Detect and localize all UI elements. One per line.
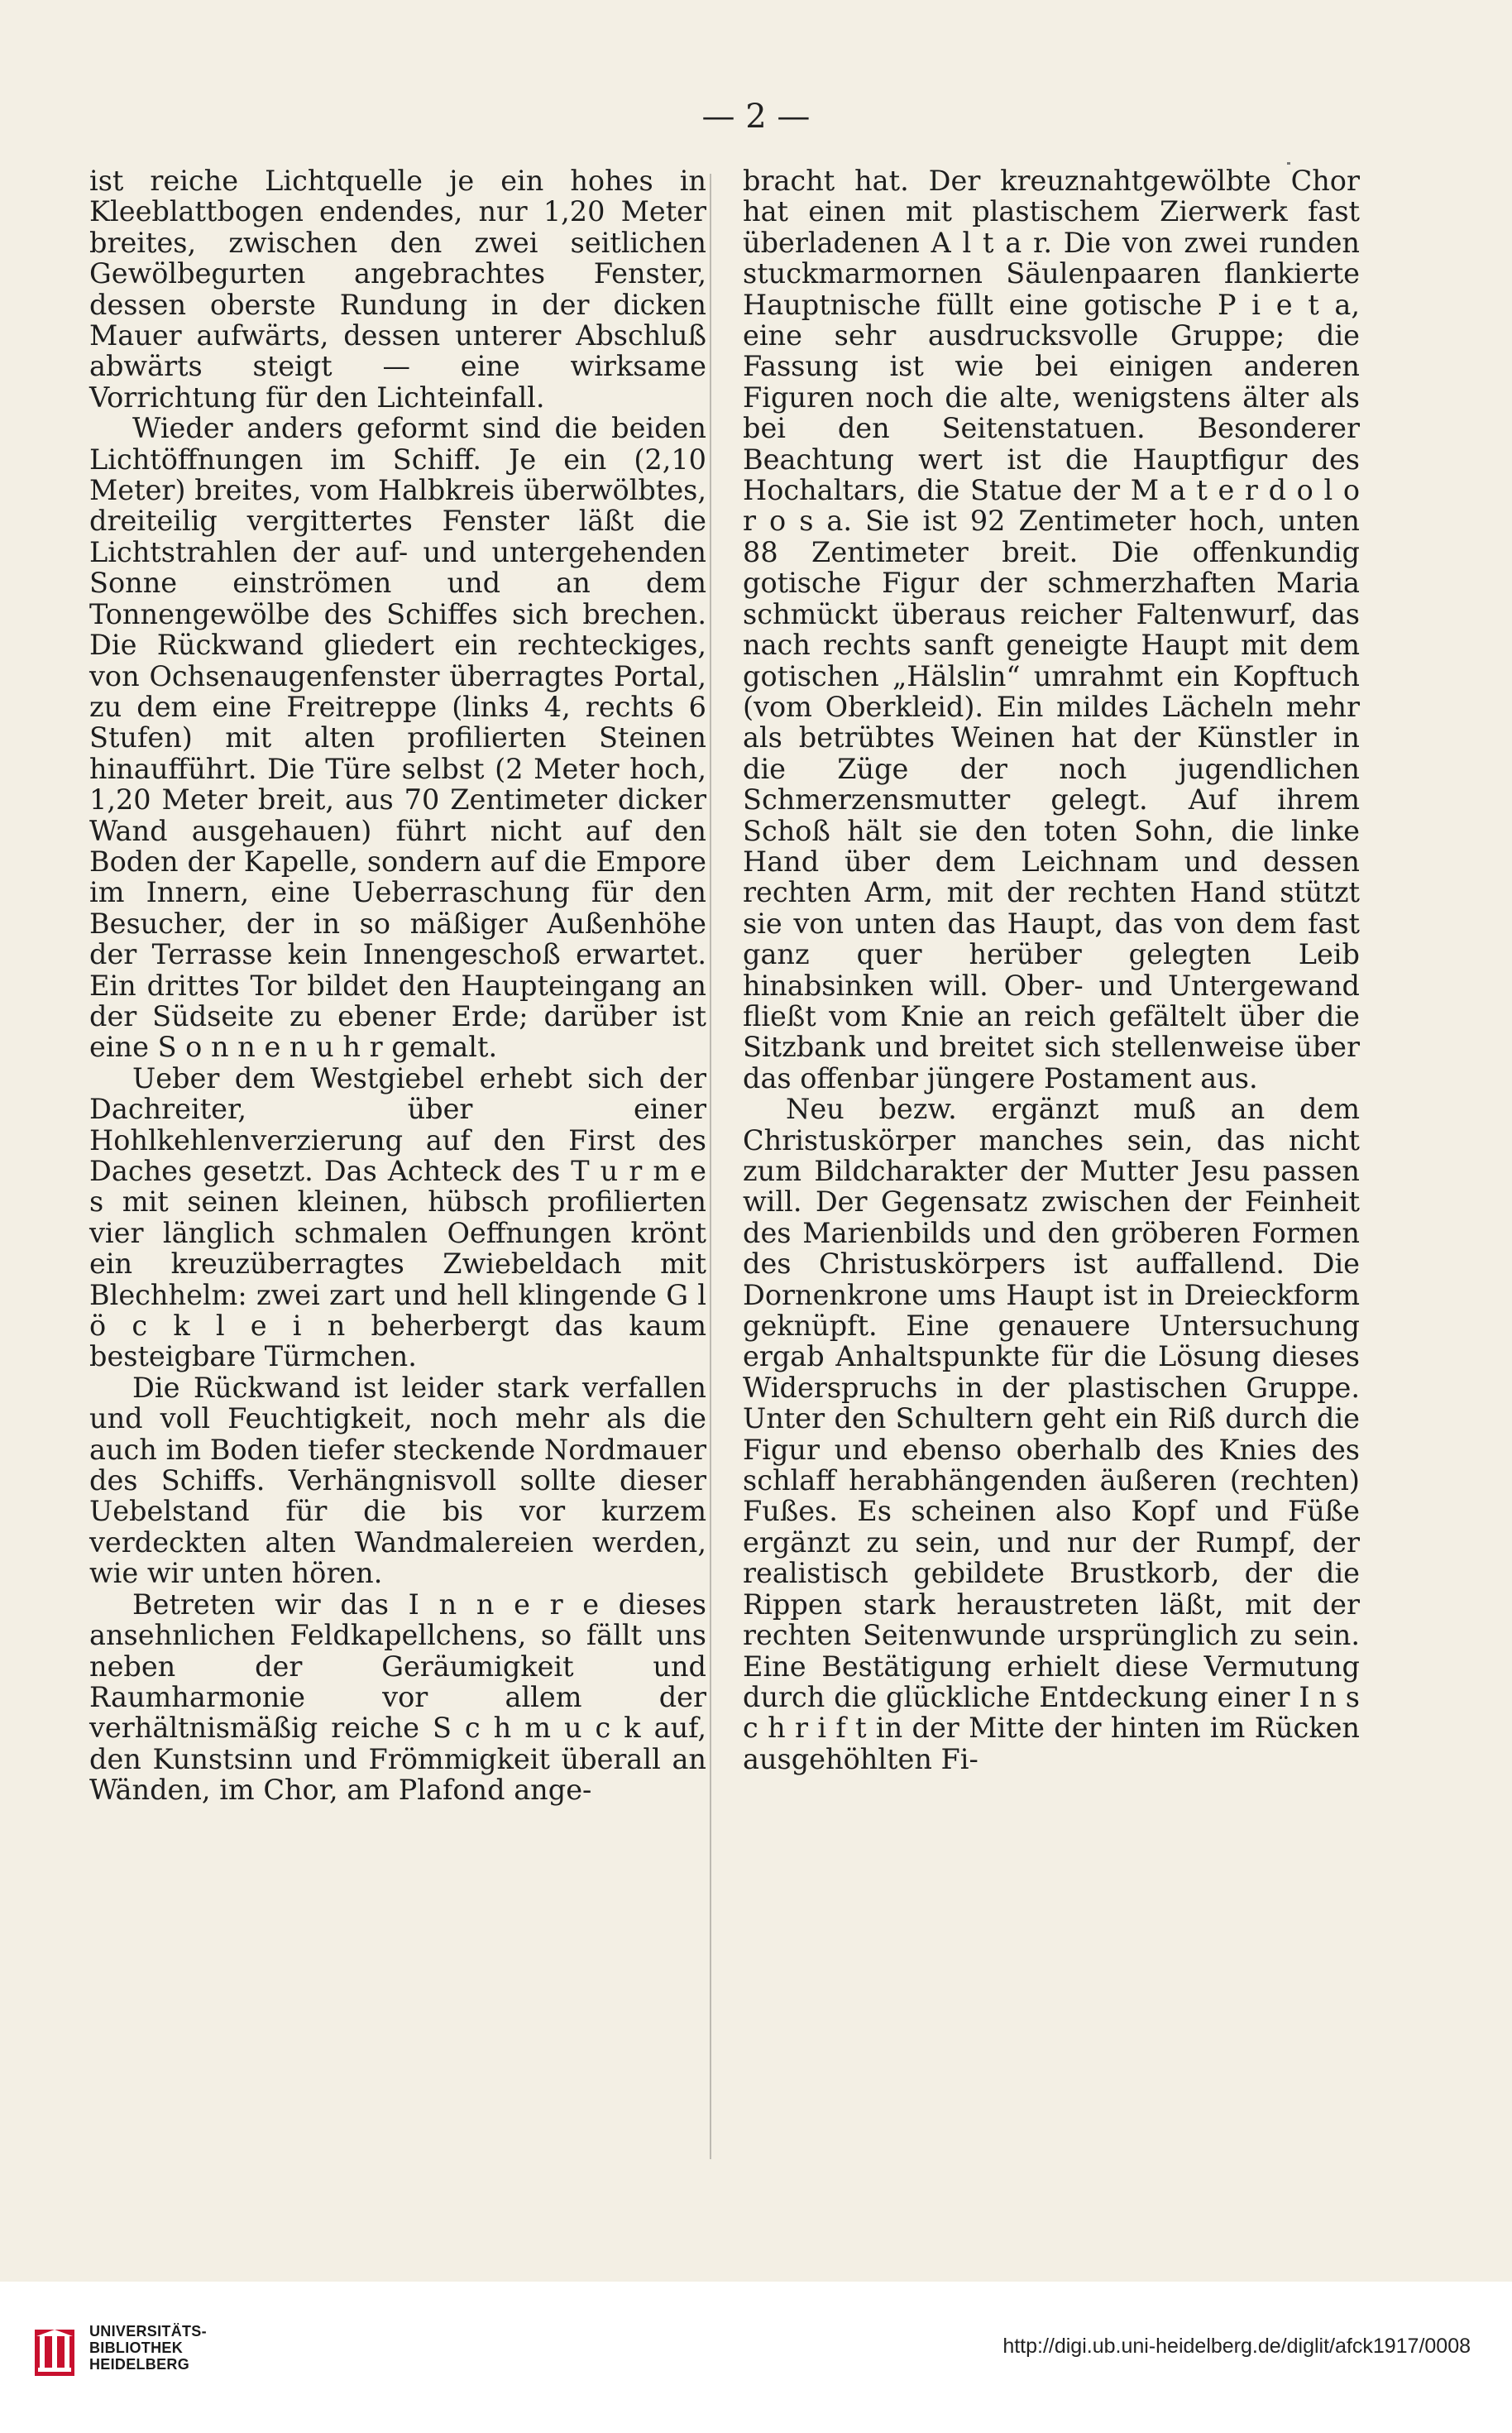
library-name-line: HEIDELBERG — [89, 2356, 190, 2373]
library-name — [89, 2323, 207, 2373]
column-divider — [710, 174, 711, 2159]
paragraph: ist reiche Lichtquelle je ein hohes in Kleeblattbogen endendes, nur 1,20 Meter breites, zwischen den zwei seitlichen Gewölbegurten angebrachtes Fenster, dessen oberste Rundung in der dicken Mauer aufwärts, dessen unterer Abschluß abwärts steigt — eine wirksame Vorrichtung für den Lichteinfall. — [89, 165, 706, 414]
paragraph: Neu bezw. ergänzt muß an dem Christuskörper manches sein, das nicht zum Bildcharakter der Mutter Jesu passen will. Der Gegensatz zwischen der Feinheit des Marienbilds und den gröberen Formen des Christuskörpers ist auffallend. Die Dornenkrone ums Haupt ist in Dreieckform geknüpft. Eine genauere Untersuchung ergab Anhaltspunkte für die Lösung dieses Widerspruchs in der plastischen Gruppe. Unter den Schultern geht ein Riß durch die Figur und ebenso oberhalb des Knies des schlaff herabhängenden äußeren (rechten) Fußes. Es scheinen also Kopf und Füße ergänzt zu sein, und nur der Rumpf, der realistisch gebildete Brustkorb, der die Rippen stark heraustreten läßt, mit der rechten Seitenwunde ursprünglich zu sein. Eine Bestätigung erhielt diese Vermutung durch die glückliche Entdeckung einer I n s c h r i f t in der Mitte der hinten im Rücken ausgehöhlten Fi- — [743, 1093, 1360, 1775]
left-column — [89, 165, 706, 1806]
library-name-line: BIBLIOTHEK — [89, 2340, 183, 2356]
paragraph: bracht hat. Der kreuznahtgewölbte Chor hat einen mit plastischem Zierwerk fast überladenen A l t a r. Die von zwei runden stuckmarmornen Säulenpaaren flankierte Hauptnische füllt eine gotische P i e t a, eine sehr ausdrucksvolle Gruppe; die Fassung ist wie bei einigen anderen Figuren noch die alte, wenigstens älter als bei den Seitenstatuen. Besonderer Beachtung wert ist die Hauptfigur des Hochaltars, die Statue der M a t e r d o l o r o s a. Sie ist 92 Zentimeter hoch, unten 88 Zentimeter breit. Die offenkundig gotische Figur der schmerzhaften Maria schmückt überaus reicher Faltenwurf, das nach rechts sanft geneigte Haupt mit dem gotischen „Hälslin“ umrahmt ein Kopftuch (vom Oberkleid). Ein mildes Lächeln mehr als betrübtes Weinen hat der Künstler in die Züge der noch jugendlichen Schmerzensmutter gelegt. Auf ihrem Schoß hält sie den toten Sohn, die linke Hand über dem Leichnam und dessen rechten Arm, mit der rechten Hand stützt sie von unten das Haupt, das von dem fast ganz quer herüber gelegten Leib hinabsinken will. Ober- und Untergewand fließt vom Knie an reich gefältelt über die Sitzbank und breitet sich stellenweise über das offenbar jüngere Postament aus. — [743, 165, 1360, 1094]
page-number: — 2 — — [701, 98, 811, 136]
library-logo[interactable] — [31, 2321, 207, 2386]
paragraph: Die Rückwand ist leider stark verfallen und voll Feuchtigkeit, noch mehr als die auch im Boden tiefer steckende Nordmauer des Schiffs. Verhängnisvoll sollte dieser Uebelstand für die bis vor kurzem verdeckten alten Wandmalereien werden, wie wir unten hören. — [89, 1371, 706, 1590]
paragraph: Ueber dem Westgiebel erhebt sich der Dachreiter, über einer Hohlkehlenverzierung auf den First des Daches gesetzt. Das Achteck des T u r m e s mit seinen kleinen, hübsch profilierten vier länglich schmalen Oeffnungen krönt ein kreuzüberragtes Zwiebeldach mit Blechhelm: zwei zart und hell klingende G l ö c k l e i n beherbergt das kaum besteigbare Türmchen. — [89, 1061, 706, 1373]
paragraph: Wieder anders geformt sind die beiden Lichtöffnungen im Schiff. Je ein (2,10 Meter) breites, vom Halbkreis überwölbtes, dreiteilig vergittertes Fenster läßt die Lichtstrahlen der auf- und untergehenden Sonne einströmen und an dem Tonnengewölbe des Schiffes sich brechen. Die Rückwand gliedert ein rechteckiges, von Ochsenaugenfenster überragtes Portal, zu dem eine Freitreppe (links 4, rechts 6 Stufen) mit alten profilierten Steinen hinaufführt. Die Türe selbst (2 Meter hoch, 1,20 Meter breit, aus 70 Zentimeter dicker Wand ausgehauen) führt nicht auf den Boden der Kapelle, sondern auf die Empore im Innern, eine Ueberraschung für den Besucher, der in so mäßiger Außenhöhe der Terrasse kein Innengeschoß erwartet. Ein drittes Tor bildet den Haupteingang an der Südseite zu ebener Erde; darüber ist eine S o n n e n u h r gemalt. — [89, 412, 706, 1064]
paragraph: Betreten wir das I n n e r e dieses ansehnlichen Feldkapellchens, so fällt uns neben der Geräumigkeit und Raumharmonie vor allem der verhältnismäßig reiche S c h m u c k auf, den Kunstsinn und Frömmigkeit überall an Wänden, im Chor, am Plafond ange- — [89, 1588, 706, 1807]
permalink-url[interactable]: http://digi.ub.uni-heidelberg.de/diglit/afck1917/0008 — [1002, 2335, 1471, 2358]
library-name-line: UNIVERSITÄTS- — [89, 2323, 207, 2340]
right-column — [743, 165, 1360, 1774]
library-seal-icon — [31, 2326, 78, 2379]
